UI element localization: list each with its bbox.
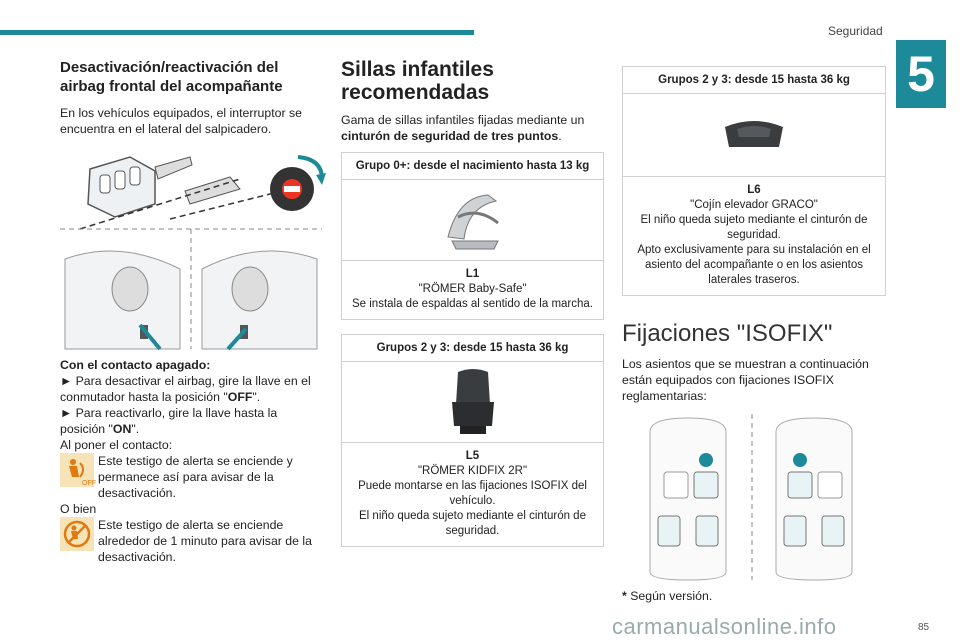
watermark: carmanualsonline.info	[612, 614, 837, 639]
chapter-number: 5	[896, 40, 946, 108]
isofix-seats-diagram	[628, 412, 868, 582]
page-number: 85	[918, 622, 930, 633]
column-airbag	[60, 58, 322, 565]
airbag-disabled-warning-icon	[60, 517, 94, 551]
seat-desc-l1: Se instala de espaldas al sentido de la marcha.	[351, 298, 593, 310]
seat-desc-l6-a: El niño queda sujeto mediante el cinturón de seguridad.	[640, 214, 868, 241]
seat-code-l6: L6	[747, 184, 761, 196]
child-seats-heading: Sillas infantiles recomendadas	[341, 58, 494, 104]
warning-1	[60, 453, 322, 501]
seat-code-l1: L1	[465, 268, 480, 280]
isofix-intro: Los asientos que se muestran a continuación están equipados con fijaciones ISOFIX reglamentarias:	[622, 357, 869, 403]
step-deactivate: ► Para desactivar el airbag, gire la llave en el conmutador hasta la posición "OFF".	[60, 374, 311, 404]
column-child-seats	[341, 58, 604, 547]
step-reactivate: ► Para reactivarlo, gire la llave hasta la posición "ON".	[60, 406, 278, 436]
airbag-off-warning-icon	[60, 453, 94, 487]
isofix-heading: Fijaciones "ISOFIX"	[622, 320, 833, 347]
seat-name-l5: "RÖMER KIDFIX 2R"	[417, 465, 528, 477]
header-bar	[0, 30, 474, 35]
svg-text:OFF: OFF	[82, 480, 96, 487]
section-title: Seguridad	[828, 24, 883, 38]
warning-2-text: Este testigo de alerta se enciende alrededor de 1 minuto para avisar de la desactivación.	[98, 518, 312, 564]
seat-box-l6	[622, 66, 886, 296]
booster-seat-backrest-icon	[448, 366, 498, 438]
contact-off-label: Con el contacto apagado:	[60, 358, 211, 372]
seat-desc-l5-a: Puede montarse en las fijaciones ISOFIX del vehículo.	[358, 480, 587, 507]
version-note: * Según versión.	[622, 589, 713, 603]
booster-cushion-icon	[719, 115, 789, 155]
baby-seat-icon	[438, 187, 508, 253]
airbag-intro: En los vehículos equipados, el interruptor se encuentra en el lateral del salpicadero.	[60, 106, 302, 136]
seat-name-l1: "RÖMER Baby-Safe"	[418, 283, 527, 295]
seat-desc-l5-b: El niño queda sujeto mediante el cinturón de seguridad.	[359, 510, 586, 537]
column-isofix	[622, 58, 886, 604]
contact-on-label: Al poner el contacto:	[60, 438, 173, 452]
or-text: O bien	[60, 502, 97, 516]
seat-box-l6-header: Grupos 2 y 3: desde 15 hasta 36 kg	[623, 67, 885, 94]
child-seats-intro: Gama de sillas infantiles fijadas mediante un cinturón de seguridad de tres puntos.	[341, 113, 585, 143]
seat-box-l5	[341, 334, 604, 547]
warning-2	[60, 517, 322, 565]
seat-name-l6: "Cojín elevador GRACO"	[690, 199, 818, 211]
seat-box-l1	[341, 152, 604, 320]
airbag-switch-illustration	[60, 149, 322, 349]
airbag-heading: Desactivación/reactivación del airbag frontal del acompañante	[60, 59, 283, 95]
warning-1-text: Este testigo de alerta se enciende y permanece así para avisar de la desactivación.	[98, 454, 293, 500]
seat-box-l1-header: Grupo 0+: desde el nacimiento hasta 13 kg	[342, 153, 603, 180]
seat-desc-l6-b: Apto exclusivamente para su instalación en el asiento del acompañante o en los asientos laterales traseros.	[637, 244, 871, 286]
seat-box-l5-header: Grupos 2 y 3: desde 15 hasta 36 kg	[342, 335, 603, 362]
seat-code-l5: L5	[465, 450, 480, 462]
